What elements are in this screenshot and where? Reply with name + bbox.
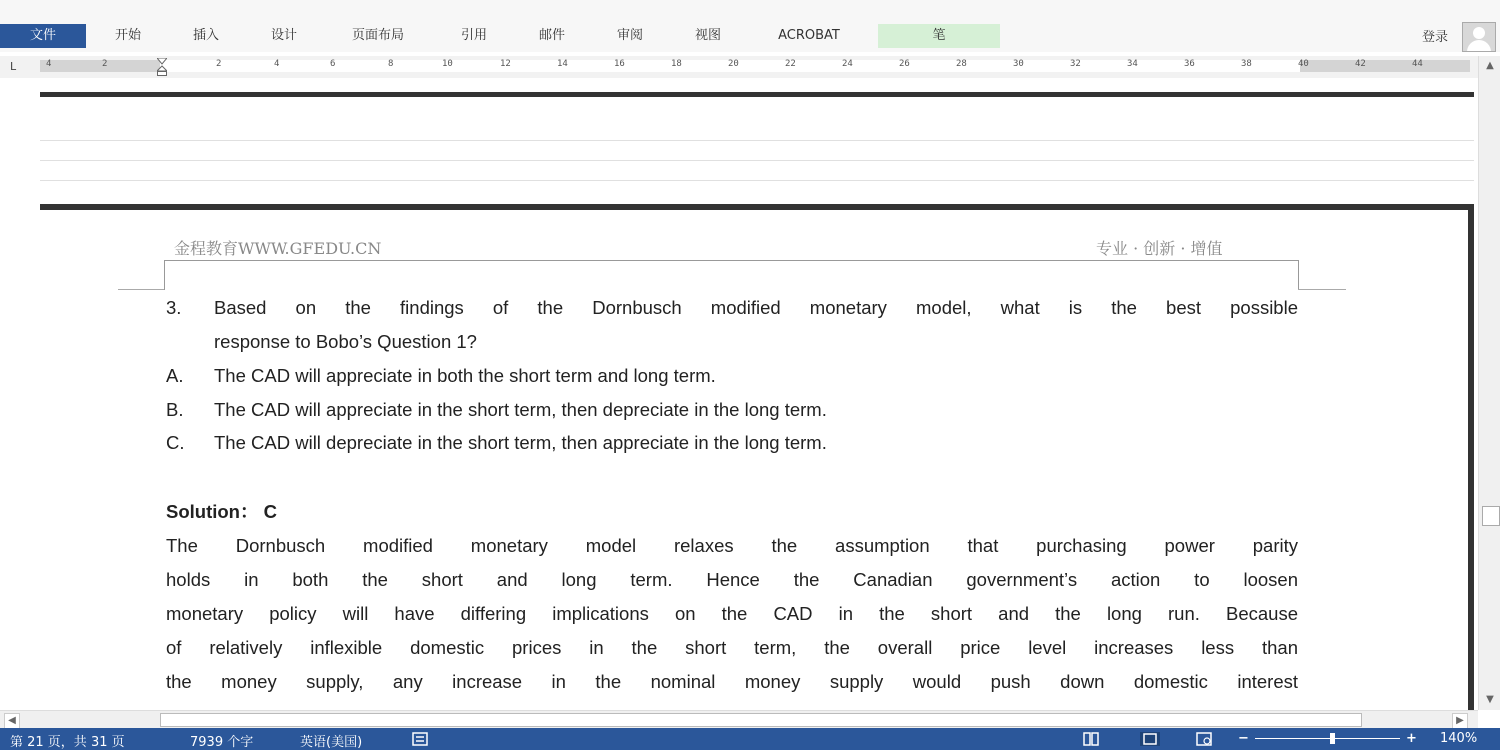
web-layout-icon[interactable] — [1196, 732, 1212, 746]
scroll-left-icon[interactable]: ◀ — [4, 713, 20, 729]
ruler-number: 2 — [216, 59, 222, 69]
ruler-number: 40 — [1298, 59, 1309, 69]
gridline — [40, 160, 1474, 161]
solution-paragraph-line: The Dornbusch modified monetary model relaxes the assumption that purchasing power parity — [166, 535, 1298, 556]
ruler-number: 24 — [842, 59, 853, 69]
ruler-number: 44 — [1412, 59, 1423, 69]
tab-selector-icon[interactable]: L — [10, 60, 17, 73]
zoom-level[interactable]: 140% — [1440, 731, 1478, 746]
horizontal-scrollbar[interactable] — [0, 710, 1478, 729]
gridline — [40, 140, 1474, 141]
login-link[interactable]: 登录 — [1421, 30, 1448, 45]
print-layout-icon[interactable] — [1140, 732, 1160, 746]
tab-mailings[interactable]: 邮件 — [538, 28, 565, 43]
tab-review[interactable]: 审阅 — [616, 28, 643, 43]
page-count[interactable]: 第 21 页，共 31 页 — [10, 735, 125, 750]
solution-answer: C — [263, 501, 277, 522]
question-text-continued: response to Bobo’s Question 1? — [214, 331, 477, 352]
ruler-number: 6 — [330, 59, 336, 69]
ruler-number: 36 — [1184, 59, 1195, 69]
zoom-slider[interactable] — [1255, 738, 1400, 739]
page-top-border — [40, 204, 1474, 210]
scroll-right-icon[interactable]: ▶ — [1452, 713, 1468, 729]
ruler-number: 12 — [500, 59, 511, 69]
user-avatar-icon[interactable] — [1462, 22, 1496, 52]
ruler-number: 32 — [1070, 59, 1081, 69]
solution-paragraph-line: monetary policy will have differing implications on the CAD in the short and the long run. Because — [166, 603, 1298, 624]
gridline — [40, 180, 1474, 181]
option-text: The CAD will appreciate in the short term, then depreciate in the long term. — [214, 399, 827, 420]
tab-acrobat[interactable]: ACROBAT — [778, 28, 840, 43]
ruler-number: 22 — [785, 59, 796, 69]
indent-marker-icon[interactable] — [157, 58, 167, 76]
solution-label: Solution： — [166, 501, 259, 522]
page-right-border — [1468, 204, 1474, 710]
ruler-number: 26 — [899, 59, 910, 69]
horizontal-scroll-thumb[interactable] — [160, 713, 1362, 727]
tab-design[interactable]: 设计 — [270, 28, 297, 43]
margin-corner-mark — [1298, 260, 1299, 290]
tab-home[interactable]: 开始 — [114, 28, 141, 43]
status-bar — [0, 728, 1500, 750]
tab-view[interactable]: 视图 — [694, 28, 721, 43]
margin-corner-mark — [118, 289, 164, 290]
tab-pen[interactable]: 笔 — [878, 24, 1000, 48]
ruler-number: 42 — [1355, 59, 1366, 69]
margin-corner-mark — [164, 260, 165, 290]
page-header-left: 金程教育WWW.GFEDU.CN — [174, 239, 382, 258]
solution-paragraph-line: of relatively inflexible domestic prices in the short term, the overall price level increases less than — [166, 637, 1298, 658]
ruler-number: 34 — [1127, 59, 1138, 69]
option-c — [166, 426, 1298, 460]
ruler-number: 16 — [614, 59, 625, 69]
tab-references[interactable]: 引用 — [460, 28, 487, 43]
ruler-number: 38 — [1241, 59, 1252, 69]
page-break-border — [40, 92, 1474, 97]
option-a — [166, 359, 1298, 393]
tab-file[interactable]: 文件 — [0, 24, 86, 48]
ruler-number: 14 — [557, 59, 568, 69]
solution-paragraph-line: holds in both the short and long term. Hence the Canadian government’s action to loosen — [166, 569, 1298, 590]
option-b — [166, 393, 1298, 427]
zoom-slider-thumb[interactable] — [1330, 733, 1335, 744]
language-indicator[interactable]: 英语(美国) — [300, 735, 363, 750]
ruler-number: 30 — [1013, 59, 1024, 69]
document-canvas[interactable] — [0, 78, 1478, 710]
read-mode-icon[interactable] — [1083, 732, 1099, 746]
question-text: Based on the findings of the Dornbusch modified monetary model, what is the best possible — [214, 297, 1298, 318]
option-letter: A. — [166, 365, 184, 386]
question-number: 3. — [166, 297, 182, 318]
ruler-number: 10 — [442, 59, 453, 69]
solution-paragraph-line: the money supply, any increase in the nominal money supply would push down domestic interest — [166, 671, 1298, 692]
question-line — [166, 291, 1298, 325]
vertical-scrollbar[interactable] — [1478, 56, 1500, 710]
ruler-number: 18 — [671, 59, 682, 69]
ruler-number: 2 — [102, 59, 108, 69]
proofing-icon[interactable] — [412, 732, 428, 746]
word-count[interactable]: 7939 个字 — [190, 735, 254, 750]
ruler-number: 4 — [274, 59, 280, 69]
option-letter: B. — [166, 399, 184, 420]
header-rule — [165, 260, 1299, 261]
horizontal-ruler[interactable] — [0, 56, 1480, 79]
ribbon-tab-bar — [0, 0, 1500, 52]
margin-corner-mark — [1298, 289, 1346, 290]
scroll-down-icon[interactable]: ▼ — [1486, 694, 1494, 705]
zoom-out-icon[interactable]: − — [1238, 731, 1249, 746]
option-text: The CAD will appreciate in both the short term and long term. — [214, 365, 716, 386]
solution-heading — [166, 498, 277, 524]
ruler-number: 4 — [46, 59, 52, 69]
tab-page-layout[interactable]: 页面布局 — [351, 28, 404, 43]
option-letter: C. — [166, 432, 185, 453]
ruler-number: 28 — [956, 59, 967, 69]
tab-insert[interactable]: 插入 — [192, 28, 219, 43]
vertical-scroll-thumb[interactable] — [1482, 506, 1500, 526]
ruler-number: 8 — [388, 59, 394, 69]
option-text: The CAD will depreciate in the short term, then appreciate in the long term. — [214, 432, 827, 453]
scroll-up-icon[interactable]: ▲ — [1486, 60, 1494, 71]
zoom-in-icon[interactable]: + — [1406, 731, 1417, 746]
ruler-number: 20 — [728, 59, 739, 69]
page-header-right: 专业 · 创新 · 增值 — [1096, 239, 1223, 258]
question-line — [166, 325, 1298, 359]
